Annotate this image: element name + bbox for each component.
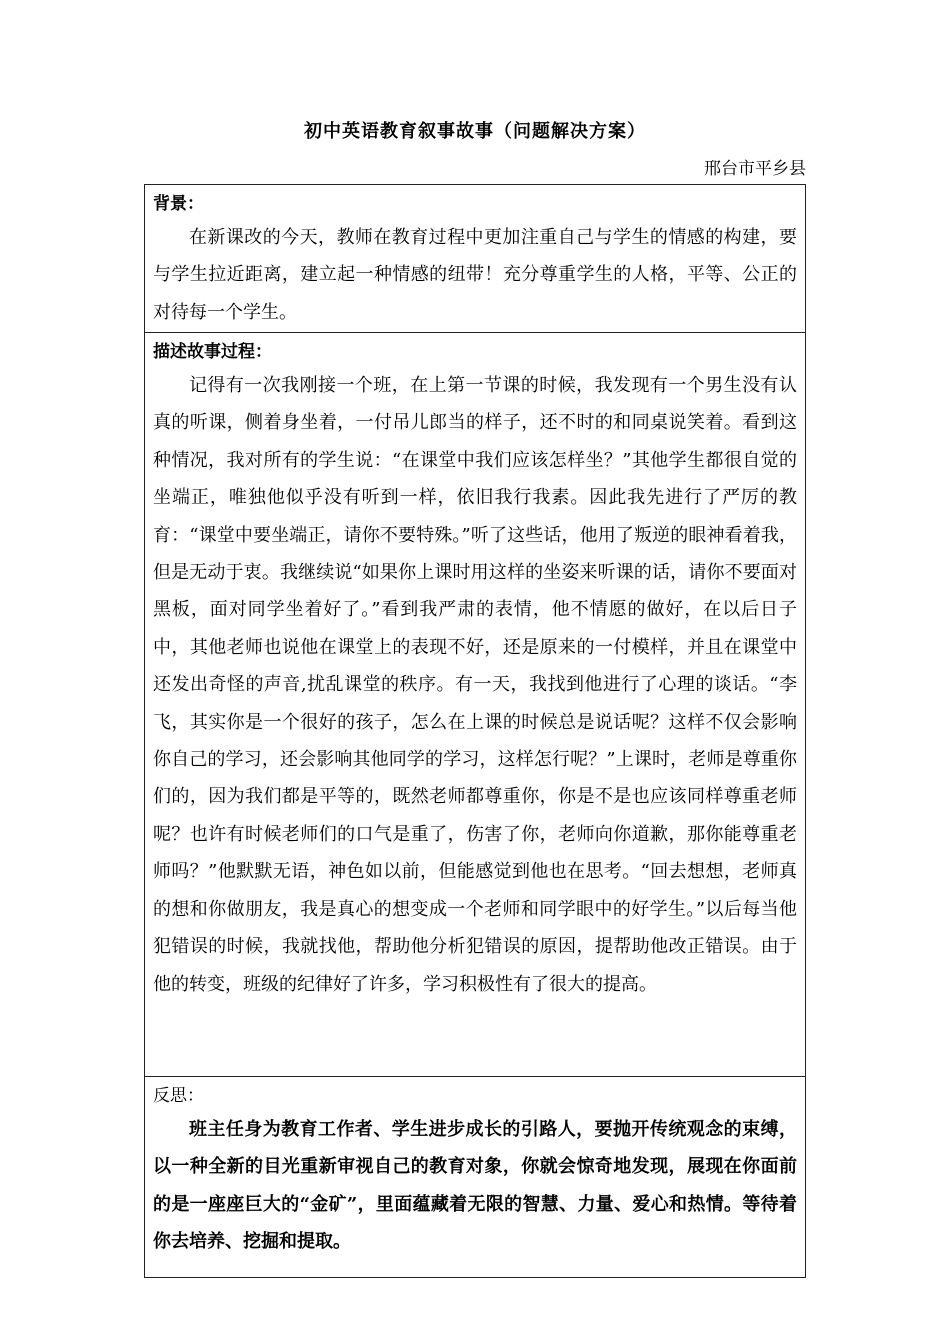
reflection-heading: 反思： [153, 1086, 204, 1106]
document-location: 邢台市平乡县 [704, 159, 806, 179]
reflection-body: 班主任身为教育工作者、学生进步成长的引路人，要抛开传统观念的束缚，以一种全新的目光重新审视自己的教育对象，你就会惊奇地发现，展现在你面前的是一座座巨大的“金矿”，里面蕴藏着无限的智慧、力量、爱心和热情。等待着你去培养、挖掘和提取。 [153, 1119, 797, 1253]
document-title: 初中英语教育叙事故事（问题解决方案） [304, 121, 646, 142]
story-heading: 描述故事过程： [153, 342, 272, 362]
reflection-section [145, 1077, 805, 1277]
background-heading: 背景： [153, 194, 204, 214]
narrative-table [144, 184, 806, 1278]
background-body: 在新课改的今天，教师在教育过程中更加注重自己与学生的情感的构建，要与学生拉近距离，建立起一种情感的纽带！充分尊重学生的人格，平等、公正的对待每一个学生。 [153, 227, 797, 323]
background-section [145, 185, 805, 333]
story-section [145, 333, 805, 1077]
story-body: 记得有一次我刚接一个班，在上第一节课的时候，我发现有一个男生没有认真的听课，侧着身坐着，一付吊儿郎当的样子，还不时的和同桌说笑着。看到这种情况，我对所有的学生说：“在课堂中我们应该怎样坐？”其他学生都很自觉的坐端正，唯独他似乎没有听到一样，依旧我行我素。因此我先进行了严厉的教育：“课堂中要坐端正，请你不要特殊。”听了这些话，他用了叛逆的眼神看着我，但是无动于衷。我继续说“如果你上课时用这样的坐姿来听课的话，请你不要面对黑板，面对同学坐着好了。”看到我严肃的表情，他不情愿的做好，在以后日子中，其他老师也说他在课堂上的表现不好，还是原来的一付模样，并且在课堂中还发出奇怪的声音,扰乱课堂的秩序。有一天，我找到他进行了心理的谈话。“李飞，其实你是一个很好的孩子，怎么在上课的时候总是说话呢？这样不仅会影响你自己的学习，还会影响其他同学的学习，这样怎行呢？”上课时，老师是尊重你们的，因为我们都是平等的，既然老师都尊重你，你是不是也应该同样尊重老师呢？也许有时候老师们的口气是重了，伤害了你，老师向你道歉，那你能尊重老师吗？”他默默无语，神色如以前，但能感觉到他也在思考。“回去想想，老师真的想和你做朋友，我是真心的想变成一个老师和同学眼中的好学生。”以后每当他犯错误的时候，我就找他，帮助他分析犯错误的原因，提帮助他改正错误。由于他的转变，班级的纪律好了许多，学习积极性有了很大的提高。 [153, 375, 797, 995]
